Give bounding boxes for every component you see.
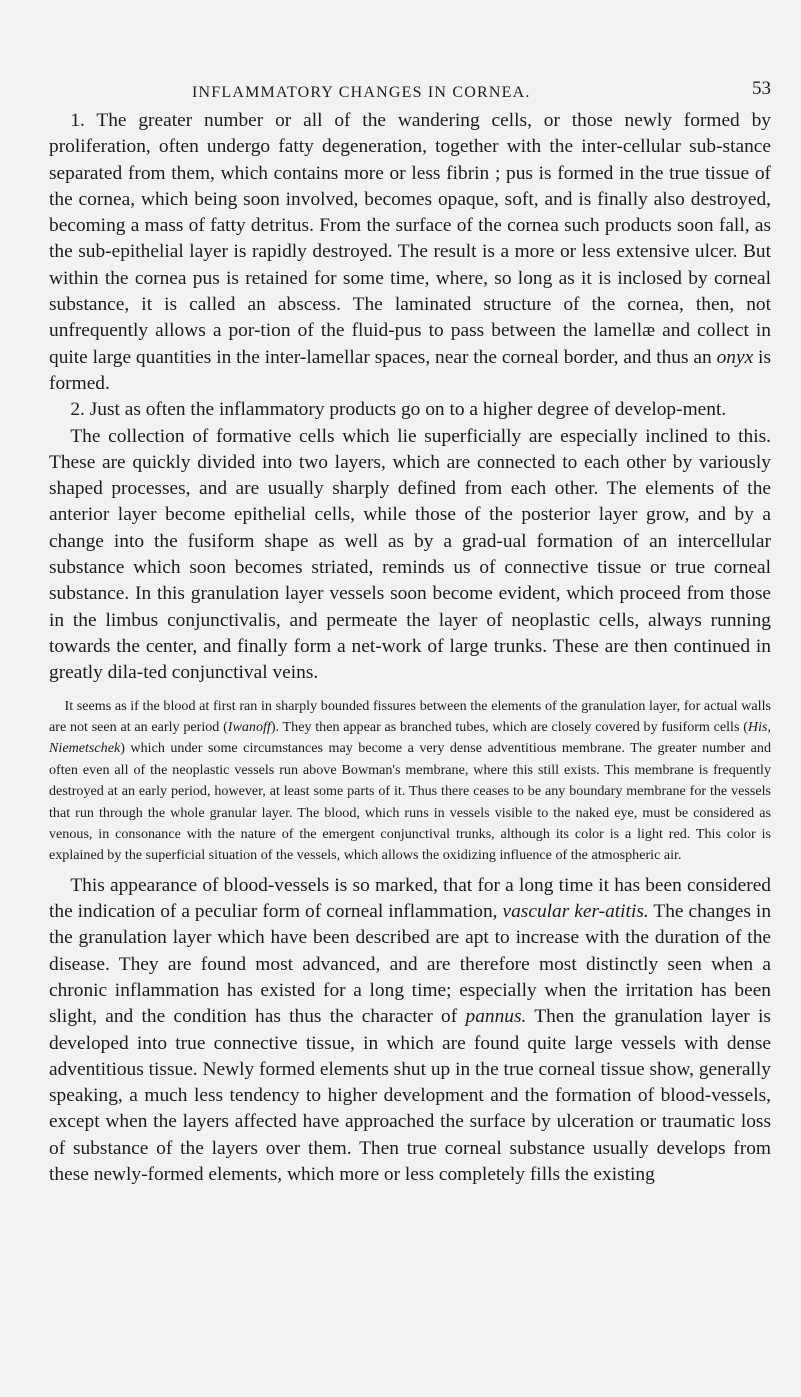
paragraph-3: The collection of formative cells which lie superficially are especially inclined to this. These are quickly divided into two layers, which are connected to each other by variously shaped processes, and are usually sharply defined from each other. The elements of the anterior layer become epithelial cells, while those of the posterior layer grow, and by a change into the fusiform shape as well as by a grad-ual formation of an intercellular substance which soon becomes striated, reminds us of connective tissue or true corneal substance. In this granulation layer vessels soon become evident, which proceed from those in the limbus conjunctivalis, and permeate the layer of neoplastic cells, always running towards the center, and finally form a net-work of large trunks. These are then continued in greatly dila-ted conjunctival veins. bbox=[49, 425, 771, 684]
paragraph-4 bbox=[49, 873, 771, 1189]
paragraph-4-text-1: This appearance of blood-vessels is so marked, that for a long time it has been considered the indication of a peculiar form of corneal inflammation, bbox=[49, 874, 771, 923]
term-pannus: pannus. bbox=[465, 1006, 527, 1028]
paragraph-1 bbox=[49, 108, 771, 397]
main-text-continued bbox=[49, 873, 771, 1189]
running-title: INFLAMMATORY CHANGES IN CORNEA. bbox=[192, 84, 531, 101]
note-paragraph bbox=[49, 696, 771, 867]
note-text-2: ). They then appear as branched tubes, which are closely covered by fusiform cells ( bbox=[270, 718, 748, 735]
page-number: 53 bbox=[752, 78, 771, 99]
term-onyx: onyx bbox=[716, 346, 754, 368]
term-vascular-keratitis: vascular ker-atitis. bbox=[502, 901, 649, 923]
small-print-note bbox=[49, 696, 771, 867]
main-text bbox=[49, 108, 771, 687]
citation-iwanoff: Iwanoff bbox=[227, 718, 271, 735]
citation-his-niemetschek: His, Niemetschek bbox=[49, 718, 771, 757]
note-text-3: ) which under some circumstances may become a very dense adventitious membrane. The greater number and often even all of the neoplastic vessels run above Bowman's membrane, where this still exists. This membrane is frequently destroyed at an early period, however, at least some parts of it. Thus there ceases to be any boundary membrane for the vessels that run through the whole granular layer. The blood, which runs in vessels visible to the naked eye, must be considered as venous, in consonance with the nature of the emergent conjunctival trunks, although its color is a light red. This color is explained by the superficial situation of the vessels, which allows the oxidizing influence of the atmospheric air. bbox=[49, 740, 771, 864]
note-text-1: It seems as if the blood at first ran in sharply bounded fissures between the elements of the granulation layer, for actual walls are not seen at an early period ( bbox=[49, 697, 771, 735]
paragraph-4-text-2: The changes in the granulation layer which have been described are apt to increase with the duration of the disease. They are found most advanced, and are therefore most distinctly seen when a chronic inflammation has existed for a long time; especially when the irritation has been slight, and the condition has thus the character of bbox=[49, 901, 772, 1028]
paragraph-4-text-3: Then the granulation layer is developed into true connective tissue, in which are found quite large vessels with dense adventitious tissue. Newly formed elements shut up in the true corneal tissue show, generally speaking, a much less tendency to higher development and the formation of blood-vessels, except when the layers affected have approached the surface by ulceration or traumatic loss of substance of the layers over them. Then true corneal substance usually develops from these newly-formed elements, which more or less completely fills the existing bbox=[49, 1006, 771, 1186]
paragraph-1-text: 1. The greater number or all of the wandering cells, or those newly formed by proliferation, often undergo fatty degeneration, together with the inter-cellular sub-stance separated from them, which contains more or less fibrin ; pus is formed in the true tissue of the cornea, which being soon involved, becomes opaque, soft, and is finally also destroyed, becoming a mass of fatty detritus. From the surface of the cornea such products soon fall, as the sub-epithelial layer is rapidly destroyed. The result is a more or less extensive ulcer. But within the cornea pus is retained for some time, where, so long as it is inclosed by corneal substance, it is called an abscess. The laminated structure of the cornea, then, not unfrequently allows a por-tion of the fluid-pus to pass between the lamellæ and collect in quite large quantities in the inter-lamellar spaces, near the corneal border, and thus an bbox=[49, 110, 771, 368]
paragraph-1-end: is formed. bbox=[49, 346, 771, 394]
paragraph-2: 2. Just as often the inflammatory products go on to a higher degree of develop-ment. bbox=[70, 399, 727, 421]
running-head bbox=[49, 78, 771, 108]
book-page bbox=[49, 78, 771, 1188]
